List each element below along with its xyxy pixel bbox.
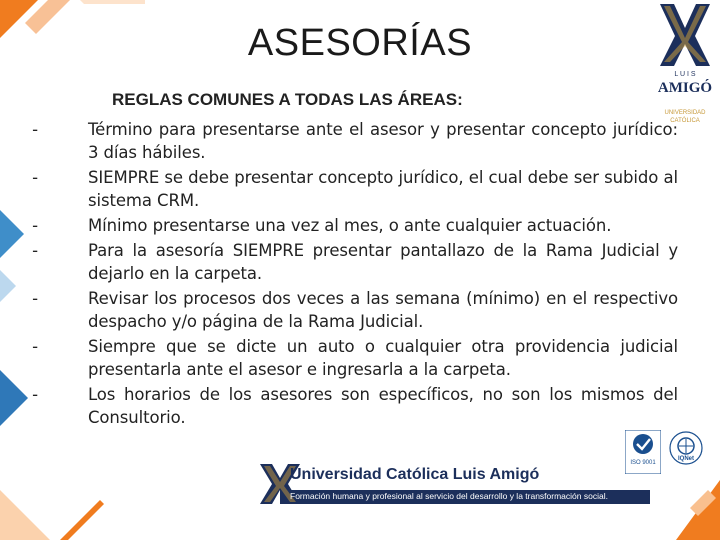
list-item [28,214,678,237]
university-logo [650,0,720,130]
bullet-dash: - [32,385,38,404]
iso-label: ISO 9001 [630,460,656,466]
iqnet-label: IQNet [677,456,695,462]
list-item [28,287,678,333]
rule-text: Revisar los procesos dos veces a las semana (mínimo) en el respectivo despacho y/o página de la Rama Judicial. [88,289,678,331]
bullet-dash: - [32,120,38,139]
bullet-dash: - [32,216,38,235]
rule-text: Los horarios de los asesores son específicos, no son los mismos del Consultorio. [88,385,678,427]
bullet-dash: - [32,241,38,260]
rule-text: Siempre que se dicte un auto o cualquier otra providencia judicial presentarla ante el asesor e ingresarla a la carpeta. [88,337,678,379]
list-item [28,239,678,285]
footer-university-name: Universidad Católica Luis Amigó [290,466,540,483]
logo-luis: L U I S [674,71,696,78]
logo-universidad: UNIVERSIDAD [664,110,706,116]
list-item [28,335,678,381]
iqnet-certification-logo [668,430,704,474]
list-item [28,118,678,164]
bullet-dash: - [32,289,38,308]
list-item [28,166,678,212]
rules-list [28,118,678,431]
rule-text: SIEMPRE se debe presentar concepto jurídico, el cual debe ser subido al sistema CRM. [88,168,678,210]
list-item [28,383,678,429]
logo-amigo: AMIGÓ [657,80,713,96]
iso-certification-logo [625,430,661,474]
rule-text: Para la asesoría SIEMPRE presentar pantallazo de la Rama Judicial y dejarlo en la carpeta. [88,241,678,283]
left-edge-decoration [0,140,30,460]
footer-tagline: Formación humana y profesional al servicio del desarrollo y la transformación social. [290,491,608,501]
bullet-dash: - [32,337,38,356]
logo-catolica: CATÓLICA [670,118,700,124]
rule-text: Mínimo presentarse una vez al mes, o ante cualquier actuación. [88,216,612,235]
bullet-dash: - [32,168,38,187]
bottom-left-decoration [0,470,120,540]
rule-text: Término para presentarse ante el asesor y presentar concepto jurídico: 3 días hábiles. [88,120,678,162]
section-subheading: REGLAS COMUNES A TODAS LAS ÁREAS: [112,90,463,109]
slide-title: ASESORÍAS [247,22,473,64]
